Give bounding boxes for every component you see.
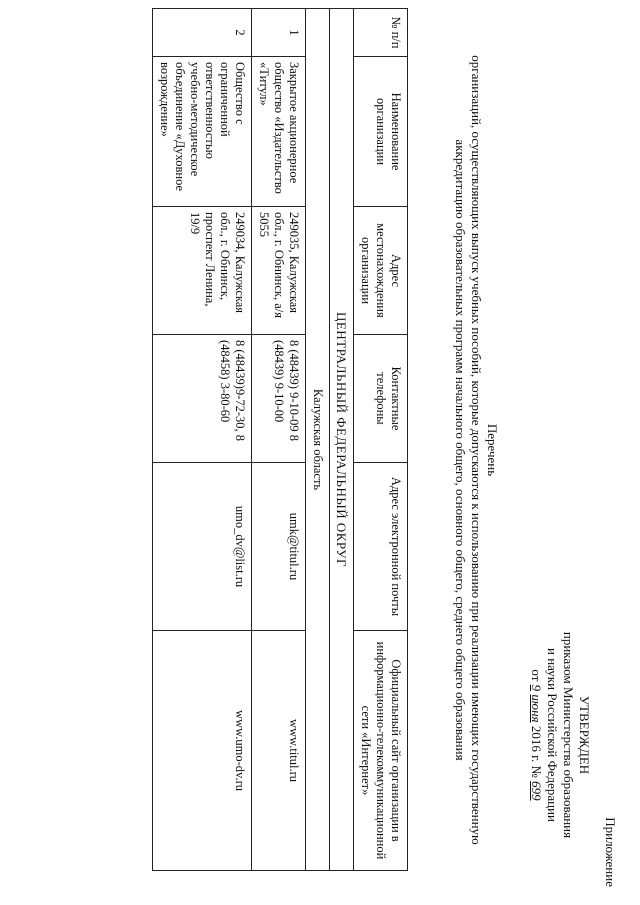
approval-block	[528, 590, 592, 880]
table-row	[252, 9, 306, 871]
cell-name: Общество с ограниченной ответственностью учебно-методическое объединение «Духовное возрождение»	[153, 57, 252, 207]
approval-from: от	[529, 669, 544, 682]
cell-address: 249035, Калужская обл., г. Обнинск, а/я 5055	[252, 207, 306, 335]
approval-line-2: и науки Российской Федерации	[545, 647, 560, 822]
district-row	[330, 9, 354, 871]
cell-address: 249034, Калужская обл., г. Обнинск, проспект Ленина, 19/9	[153, 207, 252, 335]
cell-site: www.umo-dv.ru	[153, 631, 252, 871]
appendix-label: Приложение	[603, 817, 618, 887]
column-header-phones: Контактные телефоны	[354, 335, 408, 463]
cell-num: 2	[153, 9, 252, 57]
cell-site: www.titul.ru	[252, 631, 306, 871]
approval-year: 2016 г. №	[529, 725, 544, 778]
cell-email: umk@titul.ru	[252, 463, 306, 631]
column-header-num: № п/п	[354, 9, 408, 57]
approval-line-1: приказом Министерства образования	[561, 631, 576, 839]
approval-number: 699	[529, 781, 544, 801]
district-name: ЦЕНТРАЛЬНЫЙ ФЕДЕРАЛЬНЫЙ ОКРУГ	[330, 9, 354, 871]
cell-email: umo_dv@list.ru	[153, 463, 252, 631]
table-row	[153, 9, 252, 871]
cell-phones: 8 (48439) 9-10-09 8 (48439) 9-10-00	[252, 335, 306, 463]
document-subtitle: организаций, осуществляющих выпуск учебных пособий, которые допускаются к использованию при реализации имеющих государственную аккредитацию образовательных программ начального общего, основного общего, среднего общего образования	[453, 55, 484, 845]
column-header-email: Адрес электронной почты	[354, 463, 408, 631]
region-name: Калужская область	[306, 9, 330, 871]
column-header-site: Официальный сайт организации в информационно-телекоммуникационной сети «Интернет»	[354, 631, 408, 871]
approval-day: 9	[529, 684, 544, 692]
region-row	[306, 9, 330, 871]
column-header-address: Адрес местонахождения организации	[354, 207, 408, 335]
approval-date-line	[528, 590, 544, 880]
document-title-block	[452, 40, 500, 860]
column-header-name: Наименование организации	[354, 57, 408, 207]
table-header-row	[354, 9, 408, 871]
cell-name: Закрытое акционерное общество «Издательство «Титул»	[252, 57, 306, 207]
cell-num: 1	[252, 9, 306, 57]
cell-phones: 8 (48439)9-72-30, 8 (48458) 3-80-60	[153, 335, 252, 463]
approval-title: УТВЕРЖДЕН	[577, 695, 592, 775]
approval-month: июня	[529, 694, 544, 723]
organizations-table	[152, 8, 408, 871]
document-title: Перечень	[485, 423, 500, 477]
